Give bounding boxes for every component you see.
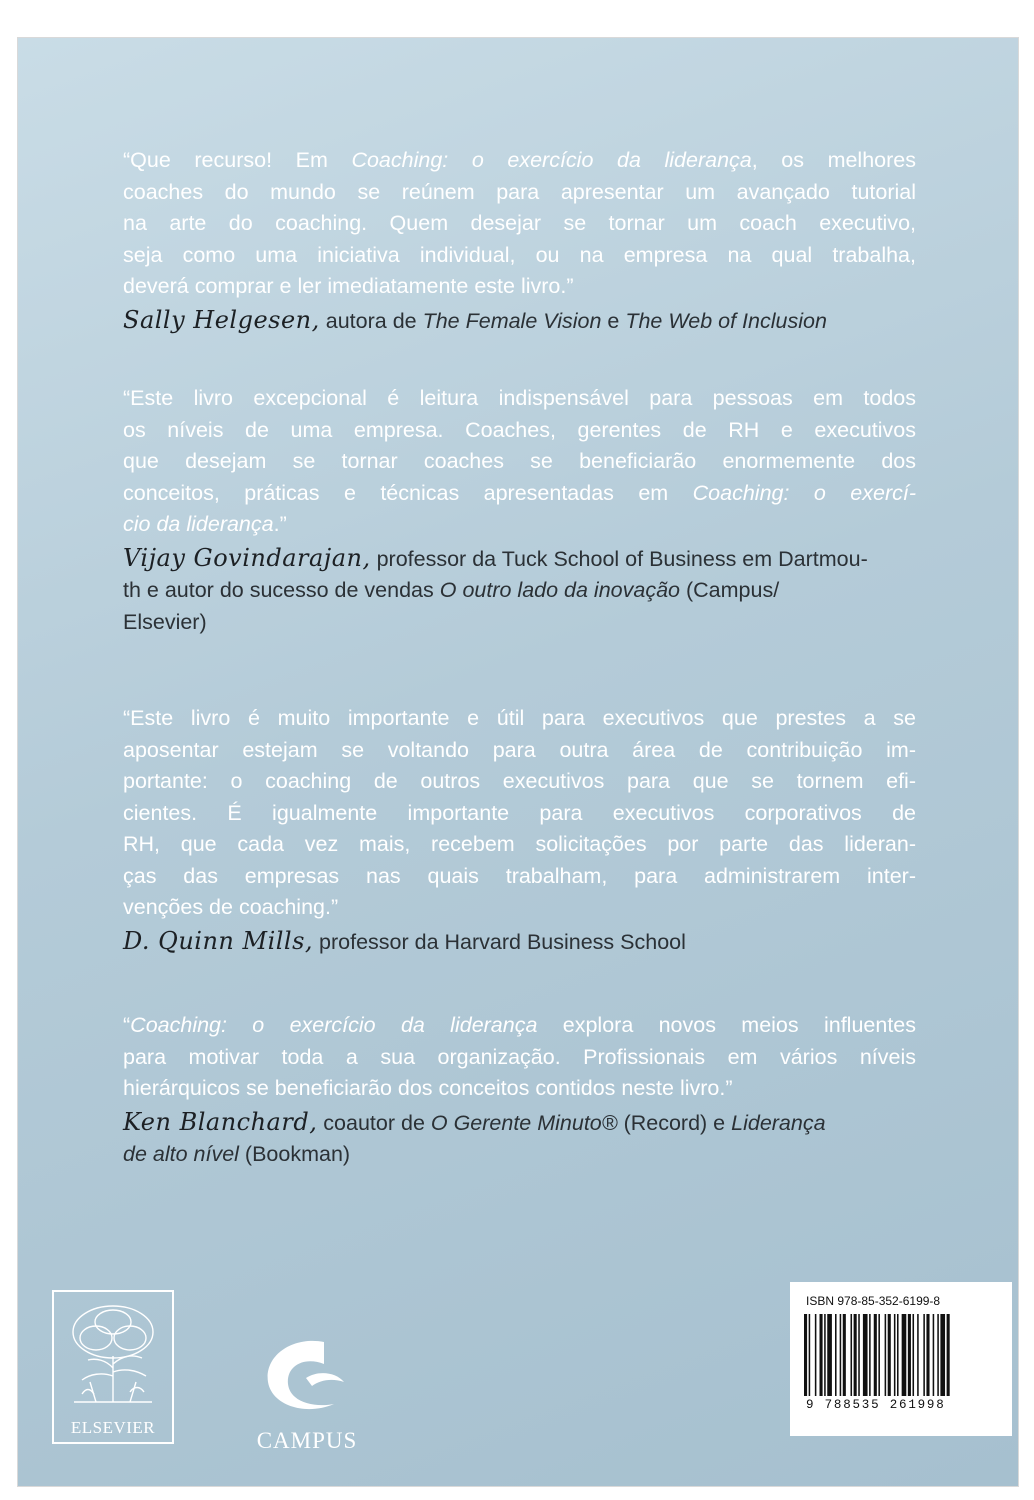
text-run: explora novos meios influentes xyxy=(537,1013,917,1037)
text-run: aposentar estejam se voltando para outra área de contribuição im- xyxy=(123,737,916,762)
quote-text xyxy=(123,383,916,541)
quote-line xyxy=(123,798,916,830)
author-signature: D. Quinn Mills, xyxy=(123,926,314,955)
quote-block xyxy=(123,703,916,958)
quote-line xyxy=(123,735,916,767)
text-run: , os melhores xyxy=(751,148,916,172)
campus-wordmark: CAMPUS xyxy=(256,1428,358,1453)
text-run: na arte do coaching. Quem desejar se tornar um coach executivo, xyxy=(123,211,916,235)
text-run: “Este livro é muito importante e útil para executivos que prestes a se xyxy=(123,706,916,730)
campus-logo xyxy=(232,1334,382,1454)
barcode-bar xyxy=(937,1314,939,1396)
text-run: .” xyxy=(273,512,287,536)
italic-title: Liderança xyxy=(731,1110,826,1135)
barcode-bar xyxy=(894,1314,896,1396)
quote-line xyxy=(123,240,916,272)
text-run: (Bookman) xyxy=(238,1142,351,1166)
quote-attribution xyxy=(123,543,916,639)
quote-line xyxy=(123,383,916,415)
text-run: coaches do mundo se reúnem para apresentar um avançado tutorial xyxy=(123,179,916,204)
quote-line xyxy=(123,271,916,303)
quote-line xyxy=(123,766,916,798)
quote-line xyxy=(123,145,916,177)
text-run: seja como uma iniciativa individual, ou na empresa na qual trabalha, xyxy=(123,242,916,267)
barcode-bar xyxy=(827,1314,832,1396)
italic-title: O outro lado da inovação xyxy=(439,578,680,602)
barcode-bar xyxy=(824,1314,826,1396)
quote-text xyxy=(123,1010,916,1105)
quote-text xyxy=(123,703,916,924)
quote-line xyxy=(123,415,916,447)
quote-line xyxy=(123,1010,916,1042)
barcode-bar xyxy=(888,1314,891,1396)
italic-title: cio da liderança xyxy=(123,512,274,536)
barcode-bar xyxy=(940,1314,945,1396)
text-run: Elsevier) xyxy=(123,609,207,634)
quote-block xyxy=(123,383,916,638)
barcode-bar xyxy=(815,1314,817,1396)
italic-title: Coaching: o exercí- xyxy=(692,480,916,505)
italic-title: The Web of Inclusion xyxy=(625,308,827,333)
italic-title: Coaching: o exercício da liderança xyxy=(351,148,752,172)
quote-line xyxy=(123,703,916,735)
barcode-bar xyxy=(851,1314,853,1396)
text-run: autora de xyxy=(319,308,423,333)
quote-line xyxy=(123,478,916,510)
text-run: cientes. É igualmente importante para executivos corporativos de xyxy=(123,800,916,825)
text-run: para motivar toda a sua organização. Profissionais em vários níveis xyxy=(123,1044,916,1069)
text-run: professor da Tuck School of Business em Dartmou- xyxy=(370,546,868,571)
text-run: ças das empresas nas quais trabalham, para administrarem inter- xyxy=(123,863,916,888)
barcode-bar xyxy=(854,1314,857,1396)
barcode-bar xyxy=(908,1314,911,1396)
text-run: deverá comprar e ler imediatamente este livro.” xyxy=(123,274,574,298)
italic-title: Coaching: o exercício da liderança xyxy=(130,1013,538,1037)
barcode-bar xyxy=(874,1314,877,1396)
barcode-bar xyxy=(863,1314,868,1396)
attribution-text xyxy=(320,309,827,333)
barcode-bar xyxy=(926,1314,929,1396)
barcode-bar xyxy=(820,1314,823,1396)
quote-attribution xyxy=(123,1107,916,1171)
italic-title: The Female Vision xyxy=(422,308,602,333)
campus-swirl-icon xyxy=(232,1334,382,1420)
book-back-cover xyxy=(18,38,1018,1486)
elsevier-wordmark: ELSEVIER xyxy=(70,1418,156,1437)
barcode-bar xyxy=(840,1314,842,1396)
quote-line xyxy=(123,446,916,478)
author-signature: Sally Helgesen, xyxy=(123,305,320,334)
attribution-text xyxy=(313,930,686,954)
barcode-bar xyxy=(913,1314,915,1396)
barcode-bar xyxy=(897,1314,899,1396)
italic-title: de alto nível xyxy=(123,1142,239,1166)
tree-icon xyxy=(60,1298,166,1408)
author-signature: Ken Blanchard, xyxy=(123,1107,318,1136)
text-run: (Record) e xyxy=(617,1110,732,1135)
text-run: professor da Harvard Business School xyxy=(313,929,686,954)
barcode-bar xyxy=(804,1314,807,1396)
text-run: “ xyxy=(123,1013,131,1037)
quote-attribution xyxy=(123,305,916,338)
text-run: conceitos, práticas e técnicas apresentadas em xyxy=(123,480,693,505)
barcode-bar xyxy=(917,1314,919,1396)
text-run: e xyxy=(601,308,626,333)
barcode-bar xyxy=(902,1314,907,1396)
isbn-barcode xyxy=(790,1282,1012,1436)
quote-line xyxy=(123,861,916,893)
barcode-bar xyxy=(843,1314,846,1396)
barcode-bar xyxy=(809,1314,811,1396)
quote-line xyxy=(123,892,916,924)
barcode-bar xyxy=(858,1314,860,1396)
quote-block xyxy=(123,1010,916,1171)
quote-line xyxy=(123,829,916,861)
text-run: os níveis de uma empresa. Coaches, gerentes de RH e executivos xyxy=(123,417,916,442)
barcode-bar xyxy=(923,1314,925,1396)
text-run: th e autor do sucesso de vendas xyxy=(123,578,440,602)
quote-line xyxy=(123,208,916,240)
text-run: venções de coaching.” xyxy=(123,895,339,919)
text-run: “Que recurso! Em xyxy=(123,148,352,172)
text-run: (Campus/ xyxy=(680,578,780,602)
elsevier-logo xyxy=(52,1290,174,1444)
barcode-bar xyxy=(878,1314,880,1396)
barcode-bar xyxy=(885,1314,887,1396)
barcode-icon xyxy=(804,1314,998,1396)
quote-attribution xyxy=(123,926,916,959)
quote-line xyxy=(123,1042,916,1074)
quote-line xyxy=(123,1073,916,1105)
text-run: “Este livro excepcional é leitura indispensável para pessoas em todos xyxy=(123,386,916,410)
text-run: hierárquicos se beneficiarão dos conceitos contidos neste livro.” xyxy=(123,1076,733,1100)
barcode-bar xyxy=(933,1314,935,1396)
barcode-bar xyxy=(947,1314,950,1396)
isbn-label: ISBN 978-85-352-6199-8 xyxy=(806,1294,941,1308)
text-run: coautor de xyxy=(317,1110,431,1135)
text-run: que desejam se tornar coaches se beneficiarão enormemente dos xyxy=(123,449,916,473)
text-run: portante: o coaching de outros executivos para que se tornem efi- xyxy=(123,769,916,793)
quote-line xyxy=(123,177,916,209)
text-run: RH, que cada vez mais, recebem solicitações por parte das lideran- xyxy=(123,832,916,856)
barcode-bar xyxy=(835,1314,837,1396)
quote-line xyxy=(123,509,916,541)
italic-title: O Gerente Minuto® xyxy=(430,1110,618,1135)
quote-text xyxy=(123,145,916,303)
barcode-bar xyxy=(869,1314,871,1396)
barcode-number: 9 788535 261998 xyxy=(806,1398,946,1412)
author-signature: Vijay Govindarajan, xyxy=(123,543,371,572)
quote-block xyxy=(123,145,916,337)
